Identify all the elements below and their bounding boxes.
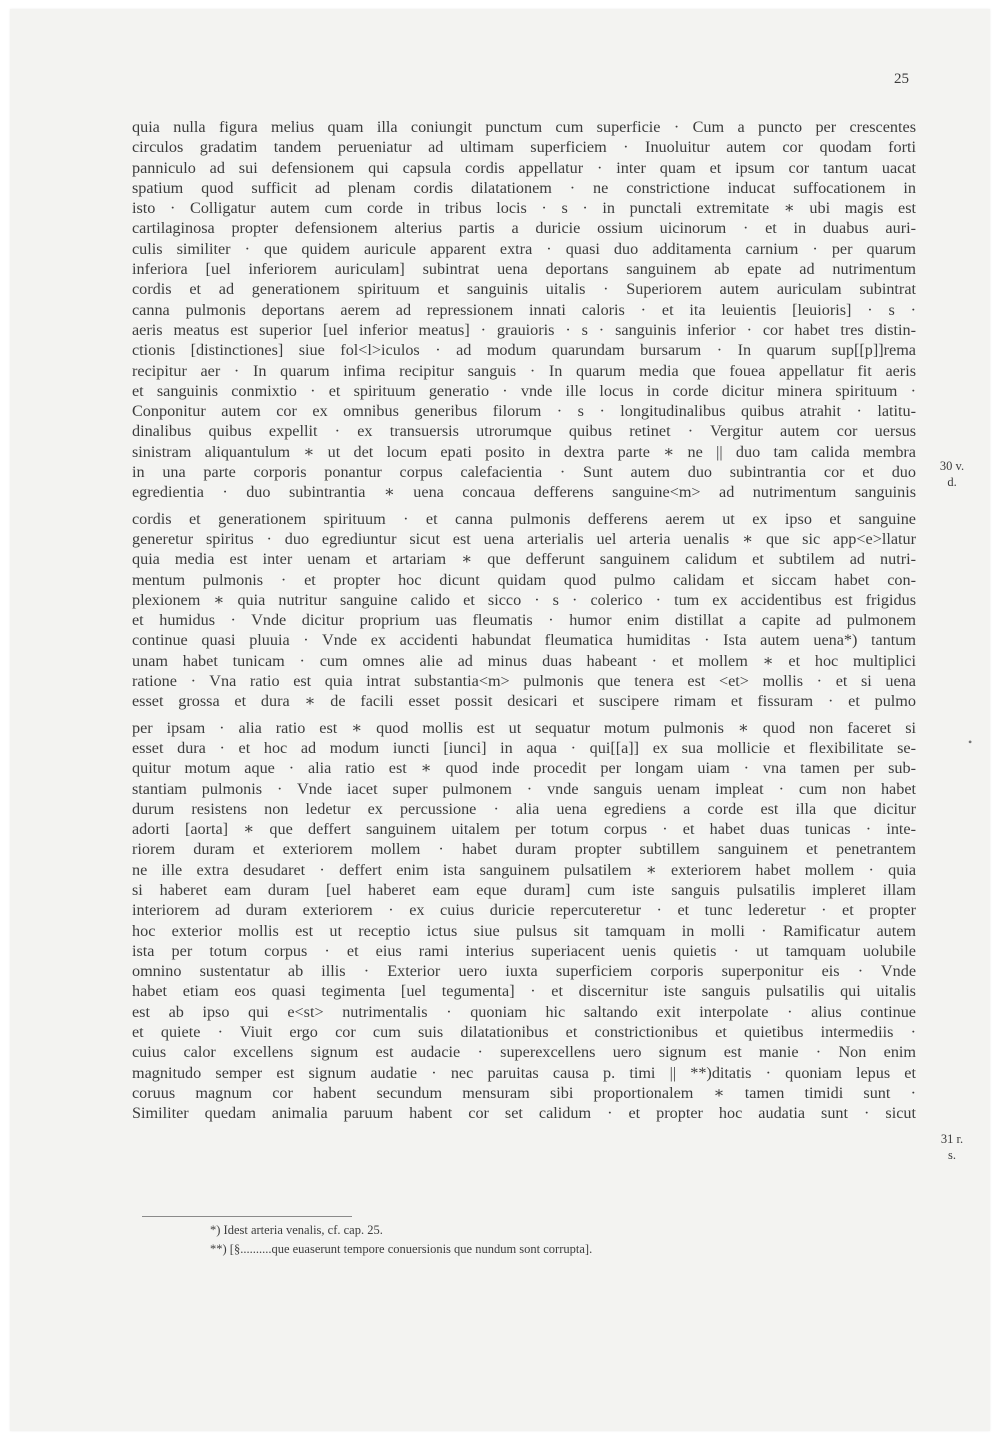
margin-note-folio: 30 v. bbox=[939, 459, 965, 473]
text-line: ratione · Vna ratio est quia intrat substantia<m> pulmonis que tenera est <et> mollis · et si uena bbox=[132, 672, 916, 691]
text-line: per ipsam · alia ratio est ∗ quod mollis est ut sequatur motum pulmonis ∗ quod non faceret si bbox=[132, 718, 916, 737]
margin-note-column: s. bbox=[948, 1148, 956, 1162]
text-line: hoc exterior mollis est ut receptio ictus siue pulsus sit tamquam in molli · Ramificatur autem bbox=[132, 921, 916, 940]
text-line: aeris meatus est superior [uel inferior meatus] · grauioris · s · sanguinis inferior · cor habet tres distin- bbox=[132, 320, 916, 339]
text-line: magnitudo semper est signum audatie · nec paruitas causa p. timi || **)ditatis · quoniam lepus et bbox=[132, 1063, 916, 1082]
page-number: 25 bbox=[894, 71, 909, 87]
text-line: recipitur aer · In quarum infima recipitur sanguis · In quarum media que fouea appellatur fit aeris bbox=[132, 361, 916, 380]
footnote: **) [§..........que euaserunt tempore conuersionis que nundum sont corrupta]. bbox=[210, 1242, 593, 1256]
text-line: canna pulmonis deportans aerem ad repressionem innati caloris · et ita leuientis [leuioris] · s · bbox=[132, 300, 916, 319]
text-line: isto · Colligatur autem cum corde in tribus locis · s · in punctali extremitate ∗ ubi magis est bbox=[132, 199, 916, 218]
footnotes bbox=[210, 1221, 810, 1259]
text-line: mentum pulmonis · et propter hoc dicunt quidam quod pulmo calidam et siccam habet con- bbox=[132, 570, 916, 589]
text-line: plexionem ∗ quia nutritur sanguine calido et sicco · s · colerico · tum ex accidentibus est frigidus bbox=[132, 590, 916, 609]
text-line: panniculo ad sui defensionem qui capsula cordis appellatur · inter quam et ipsum cor tantum uacat bbox=[132, 158, 916, 177]
text-line: unam habet tunicam · cum omnes alie ad minus duas habeant · et mollem ∗ et hoc multiplici bbox=[132, 651, 916, 670]
text-line: habet etiam eos quasi tegimenta [uel tegumenta] · et discernitur iste sanguis pulsatilis qui uitalis bbox=[132, 982, 916, 1001]
text-line: cartilaginosa propter defensionem alterius partis a duricie ossium uicinorum · et in duabus auri- bbox=[132, 219, 916, 238]
text-line: omnino sustentatur ab illis · Exterior uero iuxta superficiem corporis superponitur eis · Vnde bbox=[132, 962, 916, 981]
margin-dot-mark: • bbox=[968, 735, 973, 749]
text-line: cordis et ad generationem spirituum et sanguinis uitalis · Superiorem autem auriculam subintrat bbox=[132, 280, 916, 299]
text-line: et quiete · Viuit ergo cor cum suis dilatationibus et constrictionibus et quietibus intermediis · bbox=[132, 1023, 916, 1042]
text-line: interiorem ad duram exteriorem · ex cuius duricie repercuteretur · et tunc lederetur · et propter bbox=[132, 901, 916, 920]
main-text bbox=[132, 117, 916, 1124]
text-line: et sanguinis conmixtio · et spirituum generatio · vnde ille locus in corde dicitur minera spirituum · bbox=[132, 381, 916, 400]
text-line: Conponitur autem cor ex omnibus generibus filorum · s · longitudinalibus quibus atrahit · latitu- bbox=[132, 402, 916, 421]
text-line: in una parte corporis ponantur corpus calefacientia · Sunt autem duo subintrantia cor et duo bbox=[132, 463, 916, 482]
margin-note-folio: 31 r. bbox=[940, 1132, 964, 1146]
text-line: continue quasi pluuia · Vnde ex accidenti habundat fleumatica humiditas · Ista autem uena*) tantum bbox=[132, 631, 916, 650]
page-sheet bbox=[10, 9, 990, 1431]
text-line: cordis et generationem spirituum · et canna pulmonis defferens aerem ut ex ipso et sanguine bbox=[132, 509, 916, 528]
text-line: adorti [aorta] ∗ que deffert sanguinem uitalem per totum corpus · et habet duas tunicas · inte- bbox=[132, 820, 916, 839]
text-line: cuius calor excellens signum est audacie · superexcellens uero signum est manie · Non enim bbox=[132, 1043, 916, 1062]
text-line: durum resistens non ledetur ex percussione · alia uena egrediens a corde est illa que dicitur bbox=[132, 799, 916, 818]
text-line: dinalibus quibus expellit · ex transuersis utrorumque quibus retinet · Vergitur autem cor uersus bbox=[132, 422, 916, 441]
footnote-divider bbox=[142, 1216, 352, 1217]
text-line: quia nulla figura melius quam illa coniungit punctum cum superficie · Cum a puncto per crescentes bbox=[132, 118, 916, 136]
margin-note-folio-30v bbox=[930, 458, 974, 490]
text-line: esset grossa et dura ∗ de facili esset possit desicari et suscipere rimam et fissuram · et pulmo bbox=[132, 692, 916, 711]
text-line: quia media est inter uenam et artariam ∗ que defferunt sanguinem calidum et subtilem ad nutri- bbox=[132, 550, 916, 569]
text-line: riorem duram et exteriorem mollem · habet duram propter subtillem sanguinem et penetrantem bbox=[132, 840, 916, 859]
text-line: est ab ipso qui e<st> nutrimentalis · quoniam hic saltando exit interpolate · alius continue bbox=[132, 1002, 916, 1021]
text-line: circulos gradatim tandem perueniatur ad ultimam superficiem · Inuoluitur autem cor quodam forti bbox=[132, 138, 916, 157]
margin-note-column: d. bbox=[947, 475, 957, 489]
text-line: quitur motum aque · alia ratio est ∗ quod inde procedit per longam uiam · vna tamen per sub- bbox=[132, 759, 916, 778]
text-line: ne ille extra desudaret · deffert enim ista sanguinem pulsatilem ∗ exteriorem habet mollem · quia bbox=[132, 860, 916, 879]
text-line: spatium quod sufficit ad plenam cordis dilatationem · ne constrictione inducat suffocationem in bbox=[132, 178, 916, 197]
margin-note-folio-31r bbox=[930, 1131, 974, 1163]
text-line: esset dura · et hoc ad modum iuncti [iunci] in aqua · qui[[a]] ex sua mollicie et flexibilitate se- bbox=[132, 738, 916, 757]
text-line: ctionis [distinctiones] siue fol<l>iculos · ad modum quarundam bursarum · In quarum sup[[p]]rema bbox=[132, 341, 916, 360]
text-line: stantiam pulmonis · Vnde iacet super pulmonem · vnde sanguis uenam impleat · cum non habet bbox=[132, 779, 916, 798]
text-line: et humidus · Vnde dicitur proprium uas fleumatis · humor enim distillat a capite ad pulmonem bbox=[132, 611, 916, 630]
text-line: ista per totum corpus · et eius rami interius superiacent uenis quietis · ut tamquam uolubile bbox=[132, 941, 916, 960]
text-line: coruus magnum cor habent secundum mensuram sibi proportionalem ∗ tamen timidi sunt · bbox=[132, 1083, 916, 1102]
text-line: generetur spiritus · duo egrediuntur sicut est uena arterialis uel arteria uenalis ∗ que sic app<e>llatur bbox=[132, 529, 916, 548]
text-line: egredientia · duo subintrantia ∗ uena concaua defferens sanguine<m> ad nutrimentum sanguinis bbox=[132, 483, 916, 502]
footnote: *) Idest arteria venalis, cf. cap. 25. bbox=[210, 1223, 383, 1237]
text-line: inferiora [uel inferiorem auriculam] subintrat uena deportans sanguinem ab epate ad nutrimentum bbox=[132, 260, 916, 279]
text-line: culis similiter · que quidem auricule apparent extra · quasi duo additamenta carnium · per quarum bbox=[132, 239, 916, 258]
text-line: sinistram aliquantulum ∗ ut det locum epati posito in dextra parte ∗ ne || duo tam calida membra bbox=[132, 442, 916, 461]
text-line: si haberet eam duram [uel haberet eam eque duram] cum iste sanguis pulsatilis impleret illam bbox=[132, 880, 916, 899]
text-line: Similiter quedam animalia paruum habent cor set calidum · et propter hoc audatia sunt · sicut bbox=[132, 1104, 916, 1123]
